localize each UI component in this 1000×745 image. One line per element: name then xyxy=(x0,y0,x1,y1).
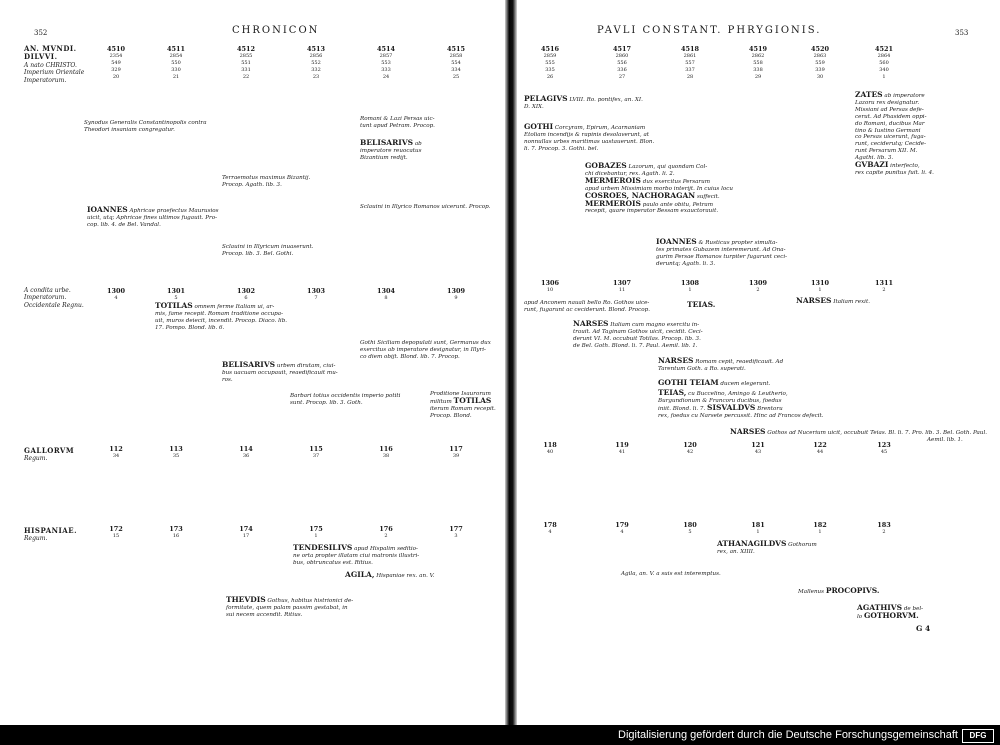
entry-line: BELISARIVS ab xyxy=(360,138,422,147)
year-column: 173 16 xyxy=(169,525,183,539)
entry-line: NARSES Gothos ad Nucerium uicit, occubuit Teias. Bl. li. 7. Pro. lib. 3. Bel. Goth. Paul. xyxy=(730,427,988,436)
chronicle-entry: TEIAS. xyxy=(687,300,716,309)
funding-notice: Digitalisierung gefördert durch die Deutsche Forschungsgemeinschaft xyxy=(618,729,958,741)
year-column: 4517 2860 556 336 27 xyxy=(612,45,632,80)
chronicle-entry: NARSES Italiam rexit. xyxy=(796,296,870,305)
entry-line: cerut. Ad Phasidem oppi- xyxy=(855,113,927,120)
year-column: 182 1 xyxy=(813,521,827,535)
entry-line: 17. Pompo. Blond. lib. 6. xyxy=(155,324,225,331)
year-column: 175 1 xyxy=(309,525,323,539)
entry-line: Bizantium redijt. xyxy=(360,154,408,161)
chronicle-entry xyxy=(430,391,496,420)
year-column: 174 17 xyxy=(239,525,253,539)
entry-line: Sclauini in Illyrico Romanos uicerunt. Procop. xyxy=(360,204,491,210)
entry-line: GOTHI Corcyram, Epirum, Acarnaniam xyxy=(524,122,646,131)
entry-line: sunt. Procop. lib. 3. Goth. xyxy=(290,399,363,406)
chronicle-entry xyxy=(290,393,400,407)
entry-line: Terraemotus maximus Bizantij. xyxy=(222,175,311,181)
label-regum: Regum. xyxy=(24,535,48,543)
entry-line: tes primates Gubazem interemerunt. Ad Ona- xyxy=(656,246,786,253)
entry-line: iterum Romam recepit. xyxy=(430,405,496,412)
entry-line: bus, obtruncatus est. Ritius. xyxy=(293,559,373,566)
chronicle-entry xyxy=(524,124,654,153)
entry-line: Lazoru rex designatur. xyxy=(855,99,920,106)
entry-line: Procop. Blond. xyxy=(430,412,472,419)
left-page-number: 352 xyxy=(34,29,48,37)
entry-line: do Romani, ducibus Mar xyxy=(855,120,925,127)
entry-line: runt Persarum XII. M. xyxy=(855,148,918,155)
entry-line: ATHANAGILDVS Gothorum xyxy=(717,539,817,548)
label-imperatorum: Imperatorum. xyxy=(24,294,67,302)
entry-line: tunt apud Petram. Procop. xyxy=(360,122,435,129)
chronicle-entry xyxy=(360,340,491,361)
entry-line: MERMEROIS dux exercitus Persarum xyxy=(585,175,711,185)
entry-line: nonnullas urbes maritimas uastauerunt. Blon. xyxy=(524,138,655,145)
year-column: 1303 7 xyxy=(306,287,326,301)
year-column: 179 4 xyxy=(615,521,629,535)
year-column: 4519 2862 558 338 29 xyxy=(748,45,768,80)
label-diluvii: DILVVI. xyxy=(24,52,58,62)
chronicle-entry xyxy=(855,92,934,177)
entry-line: TEIAS, cu Buccelino, Amingo & Leutherio, xyxy=(658,388,788,397)
chronicle-entry xyxy=(658,358,783,373)
entry-line: chi dicebantur, rex. Agath. li. 2. xyxy=(585,170,675,177)
chronicle-entry xyxy=(857,605,923,621)
chronicle-entry: Agila, an. V. a suis est interemptus. xyxy=(621,571,721,577)
year-column: 172 15 xyxy=(109,525,123,539)
year-column: 119 41 xyxy=(615,441,629,455)
year-column: 1300 4 xyxy=(106,287,126,301)
year-column: 4514 2857 553 333 24 xyxy=(376,45,396,80)
entry-line: Procop. lib. 3. Bel. Gothi. xyxy=(222,250,294,257)
entry-line: deruntq; Agath. li. 3. xyxy=(656,260,716,267)
entry-line: rex, an. XIIII. xyxy=(717,548,755,555)
year-column: 118 40 xyxy=(543,441,557,455)
left-block3-labels xyxy=(24,447,74,463)
entry-line: apud urbem Missimiam morbo interijt. In cuius locu xyxy=(585,185,733,192)
entry-line: Gothi Siciliam depopulati sunt, Germanus dux xyxy=(360,340,491,346)
right-page-number: 353 xyxy=(955,29,969,37)
entry-line: PELAGIVS LVIII. Ro. pontifex, an. XI. xyxy=(524,94,643,103)
label-hispaniae: HISPANIAE. xyxy=(24,526,78,535)
label-occidentale-regnum: Occidentale Regnu. xyxy=(24,301,84,309)
year-column: 183 2 xyxy=(877,521,891,535)
entry-line: apud Anconem nauali bello Ro. Gothos uice- xyxy=(524,300,650,306)
year-column: 1307 11 xyxy=(612,279,632,293)
entry-line: Etoliam incendijs & rapinis desolaverunt, at xyxy=(524,131,650,138)
chronicle-entry xyxy=(658,390,824,420)
year-column: 176 2 xyxy=(379,525,393,539)
year-column: 115 37 xyxy=(309,445,323,459)
entry-line: rex capite punitus fuit. li. 4. xyxy=(855,169,934,176)
entry-line: trauit. Ad Taginam Gothos uicit, cecidit. Ceci- xyxy=(573,328,703,335)
entry-line: Agathi. lib. 3. xyxy=(855,155,894,162)
entry-line: uit, muros deiecit, incendit. Procop. Diaco. lib. xyxy=(155,317,288,324)
year-column: 121 43 xyxy=(751,441,765,455)
entry-line: BELISARIVS urbem dirutam, ciui- xyxy=(222,360,336,369)
year-column: 116 38 xyxy=(379,445,393,459)
year-column: 177 3 xyxy=(449,525,463,539)
chronicle-entry xyxy=(360,116,435,130)
year-column: 181 1 xyxy=(751,521,765,535)
entry-line: tino & Iustino Germani xyxy=(855,127,921,134)
entry-line: Procop. Agath. lib. 3. xyxy=(222,181,282,188)
entry-line: GOBAZES Lazorum, qui quondam Col- xyxy=(585,161,708,170)
label-a-nato-christo: A nato CHRISTO. xyxy=(24,61,77,69)
chronicle-entry xyxy=(155,303,287,332)
year-column: 113 35 xyxy=(169,445,183,459)
label-a-condita-urbe: A condita urbe. xyxy=(24,287,71,294)
entry-line: li. 7. Procop. 3. Gothi. bel. xyxy=(524,145,599,152)
chronicle-entry xyxy=(717,541,817,556)
year-column: 4510 2354 549 329 20 xyxy=(106,45,126,80)
entry-line: COSROES, NACHORAGAN suffecit. xyxy=(585,190,720,200)
entry-line: IOANNES Aphricae praefectus Maurusios xyxy=(87,205,219,214)
entry-line: recepit, quare imperator Bessam exauctorauit. xyxy=(585,208,719,215)
year-column: 4513 2856 552 332 23 xyxy=(306,45,326,80)
chronicle-entry xyxy=(226,597,353,619)
entry-line: formitate, quem palam passim gestabat, in xyxy=(226,604,348,611)
right-running-head: PAVLI CONSTANT. PHRYGIONIS. xyxy=(597,25,822,36)
chronicle-entry xyxy=(293,545,419,567)
year-column: 1309 2 xyxy=(748,279,768,293)
label-imperium-orientale: Imperium Orientale xyxy=(24,69,85,77)
entry-line: THEVDIS Gothus, habitus histrionici de- xyxy=(226,595,354,604)
year-column: 1308 1 xyxy=(680,279,700,293)
entry-line: Missiani ad Persas defe- xyxy=(855,106,924,113)
chronicle-entry xyxy=(222,244,313,258)
entry-line: Tarentum Goth. a Ro. superati. xyxy=(658,365,746,372)
entry-line: sui necem accendit. Ritius. xyxy=(226,611,303,618)
year-column: 1304 8 xyxy=(376,287,396,301)
year-column: 4520 2863 559 339 30 xyxy=(810,45,830,80)
entry-line: lo GOTHORVM. xyxy=(857,610,919,620)
chronicle-entry xyxy=(585,163,733,215)
chronicle-entry xyxy=(345,572,435,580)
entry-line: TOTILAS omnem ferme Italiam ui, ar- xyxy=(155,301,275,310)
entry-line: runt, ceciderutq; Cecide- xyxy=(855,141,927,148)
entry-line: Barbari totius occidentis imperio potiti xyxy=(290,393,401,399)
signature-mark: G 4 xyxy=(916,624,931,633)
dfg-logo: DFG xyxy=(962,729,994,743)
chronicle-entry xyxy=(87,207,219,229)
entry-line: NARSES Italiam cum magno exercitu in- xyxy=(573,319,700,328)
year-column: 114 36 xyxy=(239,445,253,459)
chronicle-entry: GOTHI TEIAM ducem elegerunt. xyxy=(658,378,771,387)
year-column: 1309 9 xyxy=(446,287,466,301)
entry-line: bus uacuam occupauit, reaedificauit mu- xyxy=(222,369,338,376)
entry-line: Theodori insaniam congregatur. xyxy=(84,126,175,133)
year-column: 4521 2864 560 340 1 xyxy=(874,45,894,80)
chronicle-entry xyxy=(656,239,787,268)
chronicle-entry xyxy=(222,175,310,189)
left-block4-labels xyxy=(24,527,77,543)
entry-line: Synodus Generalis Constantinopolis contra xyxy=(84,120,207,126)
entry-line: co Persas uicerunt, fuga- xyxy=(855,134,926,141)
entry-line: Aemil. lib. 1. xyxy=(927,436,963,443)
entry-line: Romani & Lazi Persas uic- xyxy=(360,116,435,122)
label-an-mundi: AN. MVNDI. xyxy=(24,44,77,53)
footer-bar xyxy=(0,725,1000,745)
chronicle-entry xyxy=(524,96,643,111)
entry-line: imperatore reuocatus xyxy=(360,147,422,154)
entry-line: TENDESILIVS apud Hispalim seditio- xyxy=(293,543,418,552)
entry-line: derunt VI. M. occubuit Totilas. Procop. lib. 3. xyxy=(573,335,701,342)
label-regum: Regum. xyxy=(24,455,48,463)
entry-line: ZATES ab imperatore xyxy=(855,90,925,99)
entry-line: Proditione Isaurorum xyxy=(430,391,491,397)
entry-line: rex, foedus cu Narsete percussit. Hinc ad Francos defecit. xyxy=(658,412,824,419)
entry-line: IOANNES & Rusticus propter simulta- xyxy=(656,237,778,246)
entry-line: co diem obijt. Blond. lib. 7. Procop. xyxy=(360,353,460,360)
entry-line: MERMEROIS paulo ante obitu, Petram xyxy=(585,198,714,208)
entry-line: ne orta propter illatam ciui matronis illustri- xyxy=(293,552,420,559)
entry-line: cop. lib. 4. de Bel. Vandal. xyxy=(87,221,161,228)
entry-line: runt, fugarunt ac ceciderunt. Blond. Procop. xyxy=(524,306,651,313)
chronicle-entry xyxy=(573,321,703,350)
left-block1-labels xyxy=(24,45,84,84)
entry-line: AGATHIVS de bel- xyxy=(857,603,924,612)
entry-line: de Bel. Goth. Blond. li. 7. Paul. Aemil. lib. 1. xyxy=(573,342,698,349)
left-running-head: CHRONICON xyxy=(232,25,320,36)
year-column: 4518 2861 557 337 28 xyxy=(680,45,700,80)
entry-line: GVBAZI interfecto, xyxy=(855,160,920,170)
entry-line: uicit, utq; Aphricae fines ultimos fugauit. Pro- xyxy=(87,214,217,221)
entry-line: militum TOTILAS xyxy=(430,395,492,405)
year-column: 4515 2858 554 334 25 xyxy=(446,45,466,80)
label-imperatorum: Imperatorum. xyxy=(24,76,67,84)
chronicle-entry xyxy=(360,204,491,211)
year-column: 1311 2 xyxy=(874,279,894,293)
year-column: 112 34 xyxy=(109,445,123,459)
entry-line: iniit. Blond. li. 7. SISVALDVS Brentoru xyxy=(658,402,783,412)
entry-line: Burgundionum & Francoru ducibus, foedus xyxy=(658,397,782,404)
chronicle-entry xyxy=(222,362,338,384)
entry-line: mis, fame recepit. Romam traditione occupa- xyxy=(155,310,283,317)
book-gutter xyxy=(505,0,517,725)
entry-line: Sclauini in Illyricum inuaserunt. xyxy=(222,244,314,250)
year-column: 120 42 xyxy=(683,441,697,455)
chronicle-entry xyxy=(524,300,650,314)
year-column: 4512 2855 551 331 22 xyxy=(236,45,256,80)
chronicle-entry xyxy=(360,140,422,162)
year-column: 1306 10 xyxy=(540,279,560,293)
entry-line: gurim Persae Romanos turpiter fugarunt ceci- xyxy=(656,253,788,260)
year-column: 1302 6 xyxy=(236,287,256,301)
year-column: 122 44 xyxy=(813,441,827,455)
label-gallorum: GALLORVM xyxy=(24,446,75,455)
year-column: 1310 1 xyxy=(810,279,830,293)
year-column: 4511 2854 550 330 21 xyxy=(166,45,186,80)
entry-line: ros. xyxy=(222,376,233,383)
year-column: 1301 5 xyxy=(166,287,186,301)
year-column: 123 45 xyxy=(877,441,891,455)
year-column: 117 39 xyxy=(449,445,463,459)
chronicle-entry xyxy=(84,120,207,134)
entry-line: NARSES Romam cepit, reaedificauit. Ad xyxy=(658,356,784,365)
left-block2-labels xyxy=(24,287,84,309)
entry-line: D. XIX. xyxy=(524,103,544,110)
year-column: 178 4 xyxy=(543,521,557,535)
year-column: 180 5 xyxy=(683,521,697,535)
entry-line: AGILA, Hispaniae rex. an. V. xyxy=(345,570,435,579)
chronicle-entry: Mallenus PROCOPIVS. xyxy=(798,586,880,595)
year-column: 4516 2859 555 335 26 xyxy=(540,45,560,80)
entry-line: exercitus ab imperatore designatur, in Illyri- xyxy=(360,346,486,353)
